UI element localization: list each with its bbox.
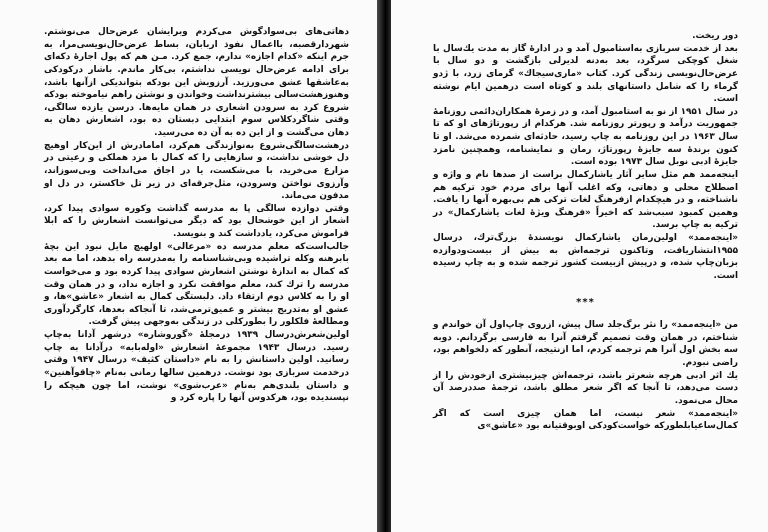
left-page-paragraph: درهشت‌سالگی‌شروع به‌نوازندگی هم‌کرد، امامادرش از این‌کار اوهیچ دل خوشی نداشت، و سازهایی را که کمال با مزد هملکی و رعیتی در مزارع می‌خرید، با می‌شکست، یا در اجاق می‌انداخت وبی‌سوزاند، وآرزوی نواختن وسرودن، مثل‌جرقه‌ای در زیر تل خاکستر، در دل او مدفون می‌ماند. — [44, 140, 349, 202]
left-page-paragraph: وقتی دوازده سالگی پا به مدرسه گذاشت وکوره سوادی پیدا کرد، اشعار از این خوشحال بود که دیگر می‌توانست اشعارش را که ابلا فراموش می‌کرد، یادداشت کند و بنویسد. — [44, 203, 349, 239]
right-page-paragraph: من «اینجه‌ممد» را نثر برگ‌جلد سال پیش، ازروی چاپ‌اول آن خواندم و شناختم، در همان وقت تصمیم گرفتم آنرا به فارسی برگردانم. دوبه سه بخش اول آنرا هم ترجمه کردم، اما ازنتیجه، آنطور که دلخواهم بود، راضی نبودم. — [433, 320, 738, 368]
left-page-paragraph: جالب‌است‌که معلم مدرسه ده «مرعالی» اولهیچ مایل نبود این بچهٔ بابرهنه وکله تراشیده وبی‌شناسنامه را به‌مدرسه راه بدهد، اما مه بعد که کمال به اندازهٔ نوشتن اشعارش سوادی پیدا کرده بود و می‌خواست مدرسه را ترك کند، معلم موافقت نکرد و اجازه نداد، و در همان وقت او را به کلاس دوم ارتقاء داد. دلبستگی کمال به اشعار «عاشق»ها، و عشق او به‌تدریج بیشتر و عمیق‌ترمی‌شد، تا آنجاکه بعدها، کارگردآوری ومطالعهٔ فلکلور را بطورکلی در زندگی به‌وجهی پیش گرفت. — [44, 241, 349, 328]
left-page-text-column — [44, 26, 349, 405]
right-page-paragraph: در سال ۱۹۵۱ از نو به استامبول آمد، و در زمرهٔ همکاران‌دائمی روزنامهٔ جمهوریت درآمد و رپورتر روزنامه شد. هرکدام از رپورتاژهای او که تا سال ۱۹۶۳ در این روزنامه به چاپ رسید، حادثه‌ای شمرده می‌شد. او تا کنون برندهٔ سه جایزهٔ رپورتاژ، رمان و نمایشنامه، وهمچنین نامزد جایزهٔ ادبی نوبل سال ۱۹۷۳ بوده است. — [433, 106, 738, 168]
right-page-paragraph: بعد از خدمت سربازی به‌استامبول آمد و در ادارهٔ گاز به مدت یك‌سال با شغل کوچکی سرگرد، بعد به‌دنه لدیر‌لی باز‌گشت و دو سال با عرض‌حال‌نویسی زندگی کرد. کتاب «ماری‌سیجاك» گرمای زرد، با ژ‌دو گرماء را که شامل داستانهای بلند و کوتاه است درهمین ایام نوشته است. — [433, 43, 738, 105]
left-page-paragraph: اولین‌شعرش‌درسال ۱۹۳۹ در‌مجلهٔ «گوروشاره» درشهر آدانا به‌چاپ رسید. درسال ۱۹۴۳ مجموعهٔ اشعارش «اوله‌بابه» درآدانا به چاپ رسانید. اولین داستانش را به نام «داستان کثیف» درسال ۱۹۴۷ وقتی درخدمت سربازی بود نوشت. درهمین سالها رمانی به‌نام «چاقو‌آهنین» و داستان بلندی‌هم به‌نام «عرب‌شوی» نوشت، اما چون هیچکه را نپسندیده بود، هرکدو‌س آنها را پاره کرد و — [44, 330, 350, 404]
right-page-paragraph: اینجه‌ممد هم مثل سایر آثار یاشارکمال براست از صدها نام و واژه و اصطلاح محلی و دهاتی، وکه اغلب آنها برای مردم خود ترکیه هم ناشناخته، و در هیچکدام ازفرهنگ لغات ترکی هم بی‌بهره آنها را یافت. وهمین کمبود سبب‌شد که اخیراً «فرهنگ ویژهٔ لغات یاشارکمال» در ترکیه به چاپ برسد. — [433, 169, 738, 231]
right-page-paragraph: دور ریخت. — [692, 31, 738, 41]
right-page-paragraph: «اینجه‌ممد» شعر نیست، اما همان چیزی است که اگر کمال‌ساعیابلطورکه خواست‌کودکی اوبوقتیانه بود «عاشق»ی — [433, 408, 738, 432]
left-page — [0, 0, 377, 532]
left-page-paragraph: دهاتی‌های بی‌سوادگوش می‌کردم وبرایشان عرض‌حال می‌نوشتم. شهردارقصبه، با‌اعمال نفوذ اربابان، بساط عرض‌حال‌نویسی‌مرا، به جرم اینکه «کدام اجازه» ندارم، جمع کرد. مـن هم که پول اجارهٔ دکه‌ای برای ادامه عرض‌حال نویسی نداشتم، بی‌کار ماندم. باشار درکودکی به‌عاشقها عشق می‌ورزید. آرزویش این بودکه بتواندیکی ازآنها باشد، وهنوزهشت‌سالی بیشترنداشت وخواندن و نوشتن راهم نیاموخته بودکه شروع کرد به سرودن اشعاری در همان مایه‌ها. درسن یازده سالگی، وقتی شاگردکلاس سوم ابتدایی دبستان ده بود، اشعارش دهان به دهان می‌گشت و از این ده به آن ده می‌رسید. — [44, 27, 349, 138]
right-page-paragraph: یك اثر ادبی هرچه شعرتر باشد، ترجمه‌اش چیزبیشتری ازخودش را از دست می‌دهد، تا آنجا که اگر شعر مطلق باشد، ترجمهٔ صددرصد آن محال می‌نمود. — [433, 370, 738, 406]
right-page-paragraph: «اینجه‌ممد» اولین‌رمان یاشارکمال نویسندهٔ بزرگ‌ترك، درسال ۱۹۵۵‌انتشاریافت، وتاکنون ترجمه‌اش به بیش از بیست‌ودوازده بزبان‌چاپ شده، و درپیش ازبیست کشور ترجمه شده و به چاپ رسیده است. — [433, 233, 738, 281]
right-page — [391, 0, 768, 532]
section-separator: *** — [576, 296, 595, 308]
book-gutter — [377, 0, 391, 532]
right-page-text-column — [433, 30, 738, 433]
